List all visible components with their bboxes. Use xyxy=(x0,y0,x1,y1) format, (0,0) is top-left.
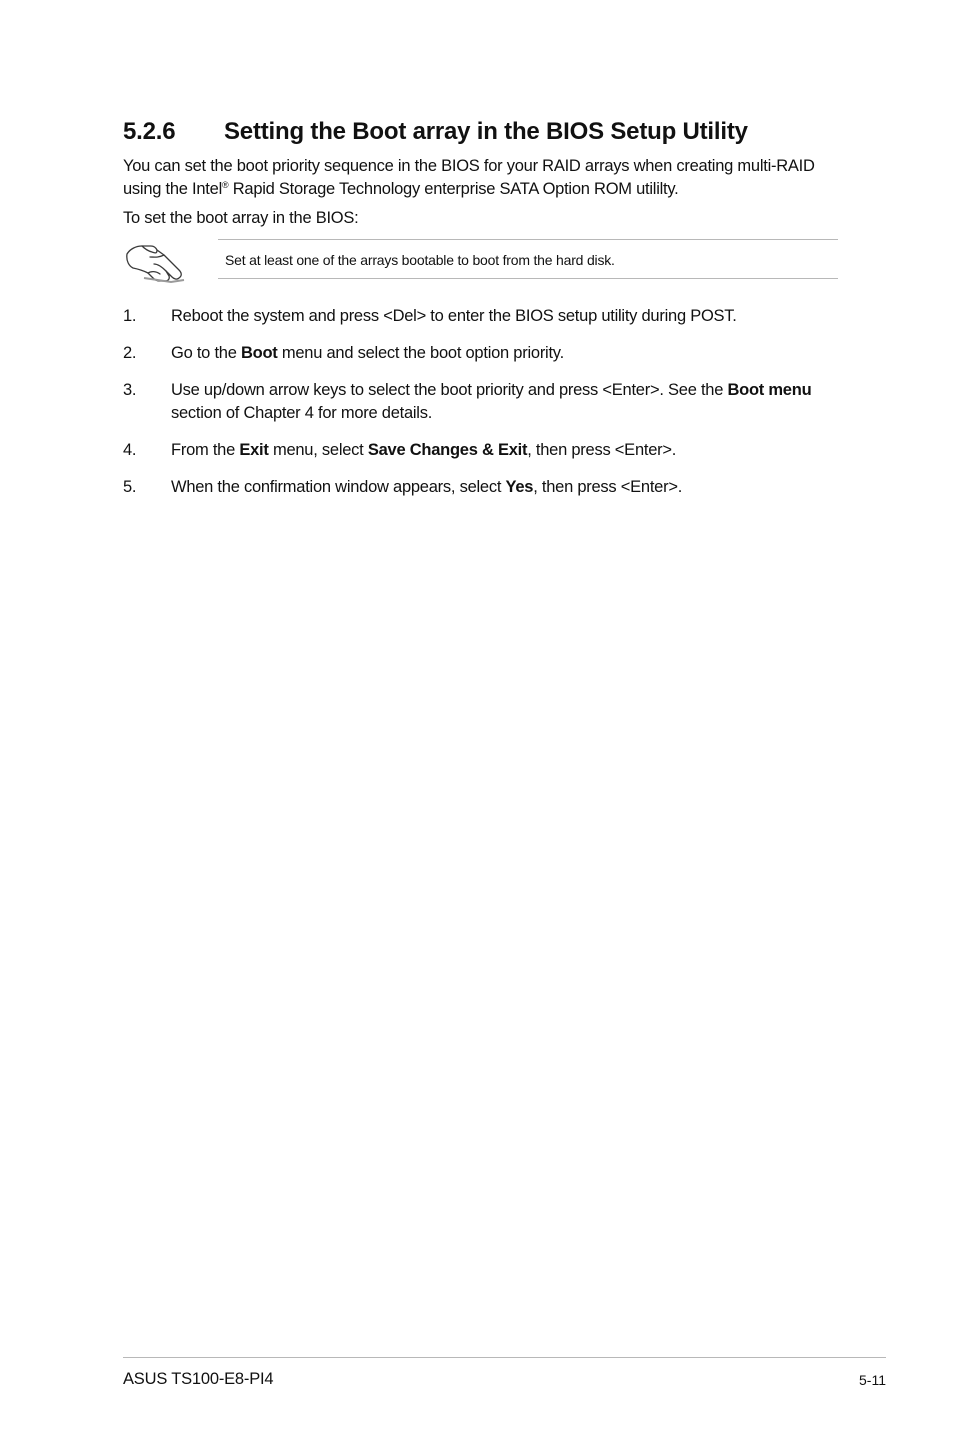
step-3 xyxy=(123,379,843,425)
note-box xyxy=(218,239,838,279)
section-title: Setting the Boot array in the BIOS Setup Utility xyxy=(224,118,748,145)
step-text-part: Go to the xyxy=(171,344,241,362)
note-text: Set at least one of the arrays bootable to boot from the hard disk. xyxy=(225,252,615,268)
step-text xyxy=(171,476,843,499)
section-heading xyxy=(123,118,748,146)
intro-text-part2: Rapid Storage Technology enterprise SATA Option ROM utililty. xyxy=(228,180,679,198)
step-text-part: From the xyxy=(171,441,240,459)
step-text-part: When the confirmation window appears, select xyxy=(171,478,506,496)
intro-text-part1: You can set the boot priority sequence in the BIOS for your RAID arrays when creating multi-RAID using the Intel xyxy=(123,157,815,198)
option-name: Save Changes & Exit xyxy=(367,441,528,459)
step-number: 5. xyxy=(123,478,137,496)
step-text xyxy=(171,305,843,328)
step-text-part: , then press <Enter>. xyxy=(533,478,683,496)
option-name: Yes xyxy=(505,478,534,496)
step-number: 2. xyxy=(123,344,137,362)
pointing-hand-icon xyxy=(124,240,186,286)
step-text xyxy=(171,342,843,365)
step-text-part: Reboot the system and press <Del> to enter the BIOS setup utility during POST. xyxy=(171,307,737,325)
footer-page-number: 5-11 xyxy=(859,1372,886,1388)
menu-name: Exit xyxy=(239,441,269,459)
step-2 xyxy=(123,342,843,365)
registered-mark: ® xyxy=(222,180,229,190)
menu-name: Boot menu xyxy=(727,381,812,399)
step-number: 4. xyxy=(123,441,137,459)
step-number: 1. xyxy=(123,307,137,325)
intro-paragraph xyxy=(123,155,843,201)
step-text-part: , then press <Enter>. xyxy=(527,441,677,459)
step-number: 3. xyxy=(123,381,137,399)
step-text-part: menu, select xyxy=(268,441,368,459)
step-5 xyxy=(123,476,843,499)
step-text xyxy=(171,379,843,425)
footer-divider xyxy=(123,1357,886,1358)
step-1 xyxy=(123,305,843,328)
menu-name: Boot xyxy=(240,344,278,362)
lead-in-text: To set the boot array in the BIOS: xyxy=(123,209,359,227)
step-text-part: menu and select the boot option priority. xyxy=(277,344,564,362)
section-number: 5.2.6 xyxy=(123,118,176,145)
step-text-part: Use up/down arrow keys to select the boot priority and press <Enter>. See the xyxy=(171,381,728,399)
footer-product-name: ASUS TS100-E8-PI4 xyxy=(123,1370,274,1388)
step-text xyxy=(171,439,843,462)
step-4 xyxy=(123,439,843,462)
step-text-part: section of Chapter 4 for more details. xyxy=(171,404,433,422)
